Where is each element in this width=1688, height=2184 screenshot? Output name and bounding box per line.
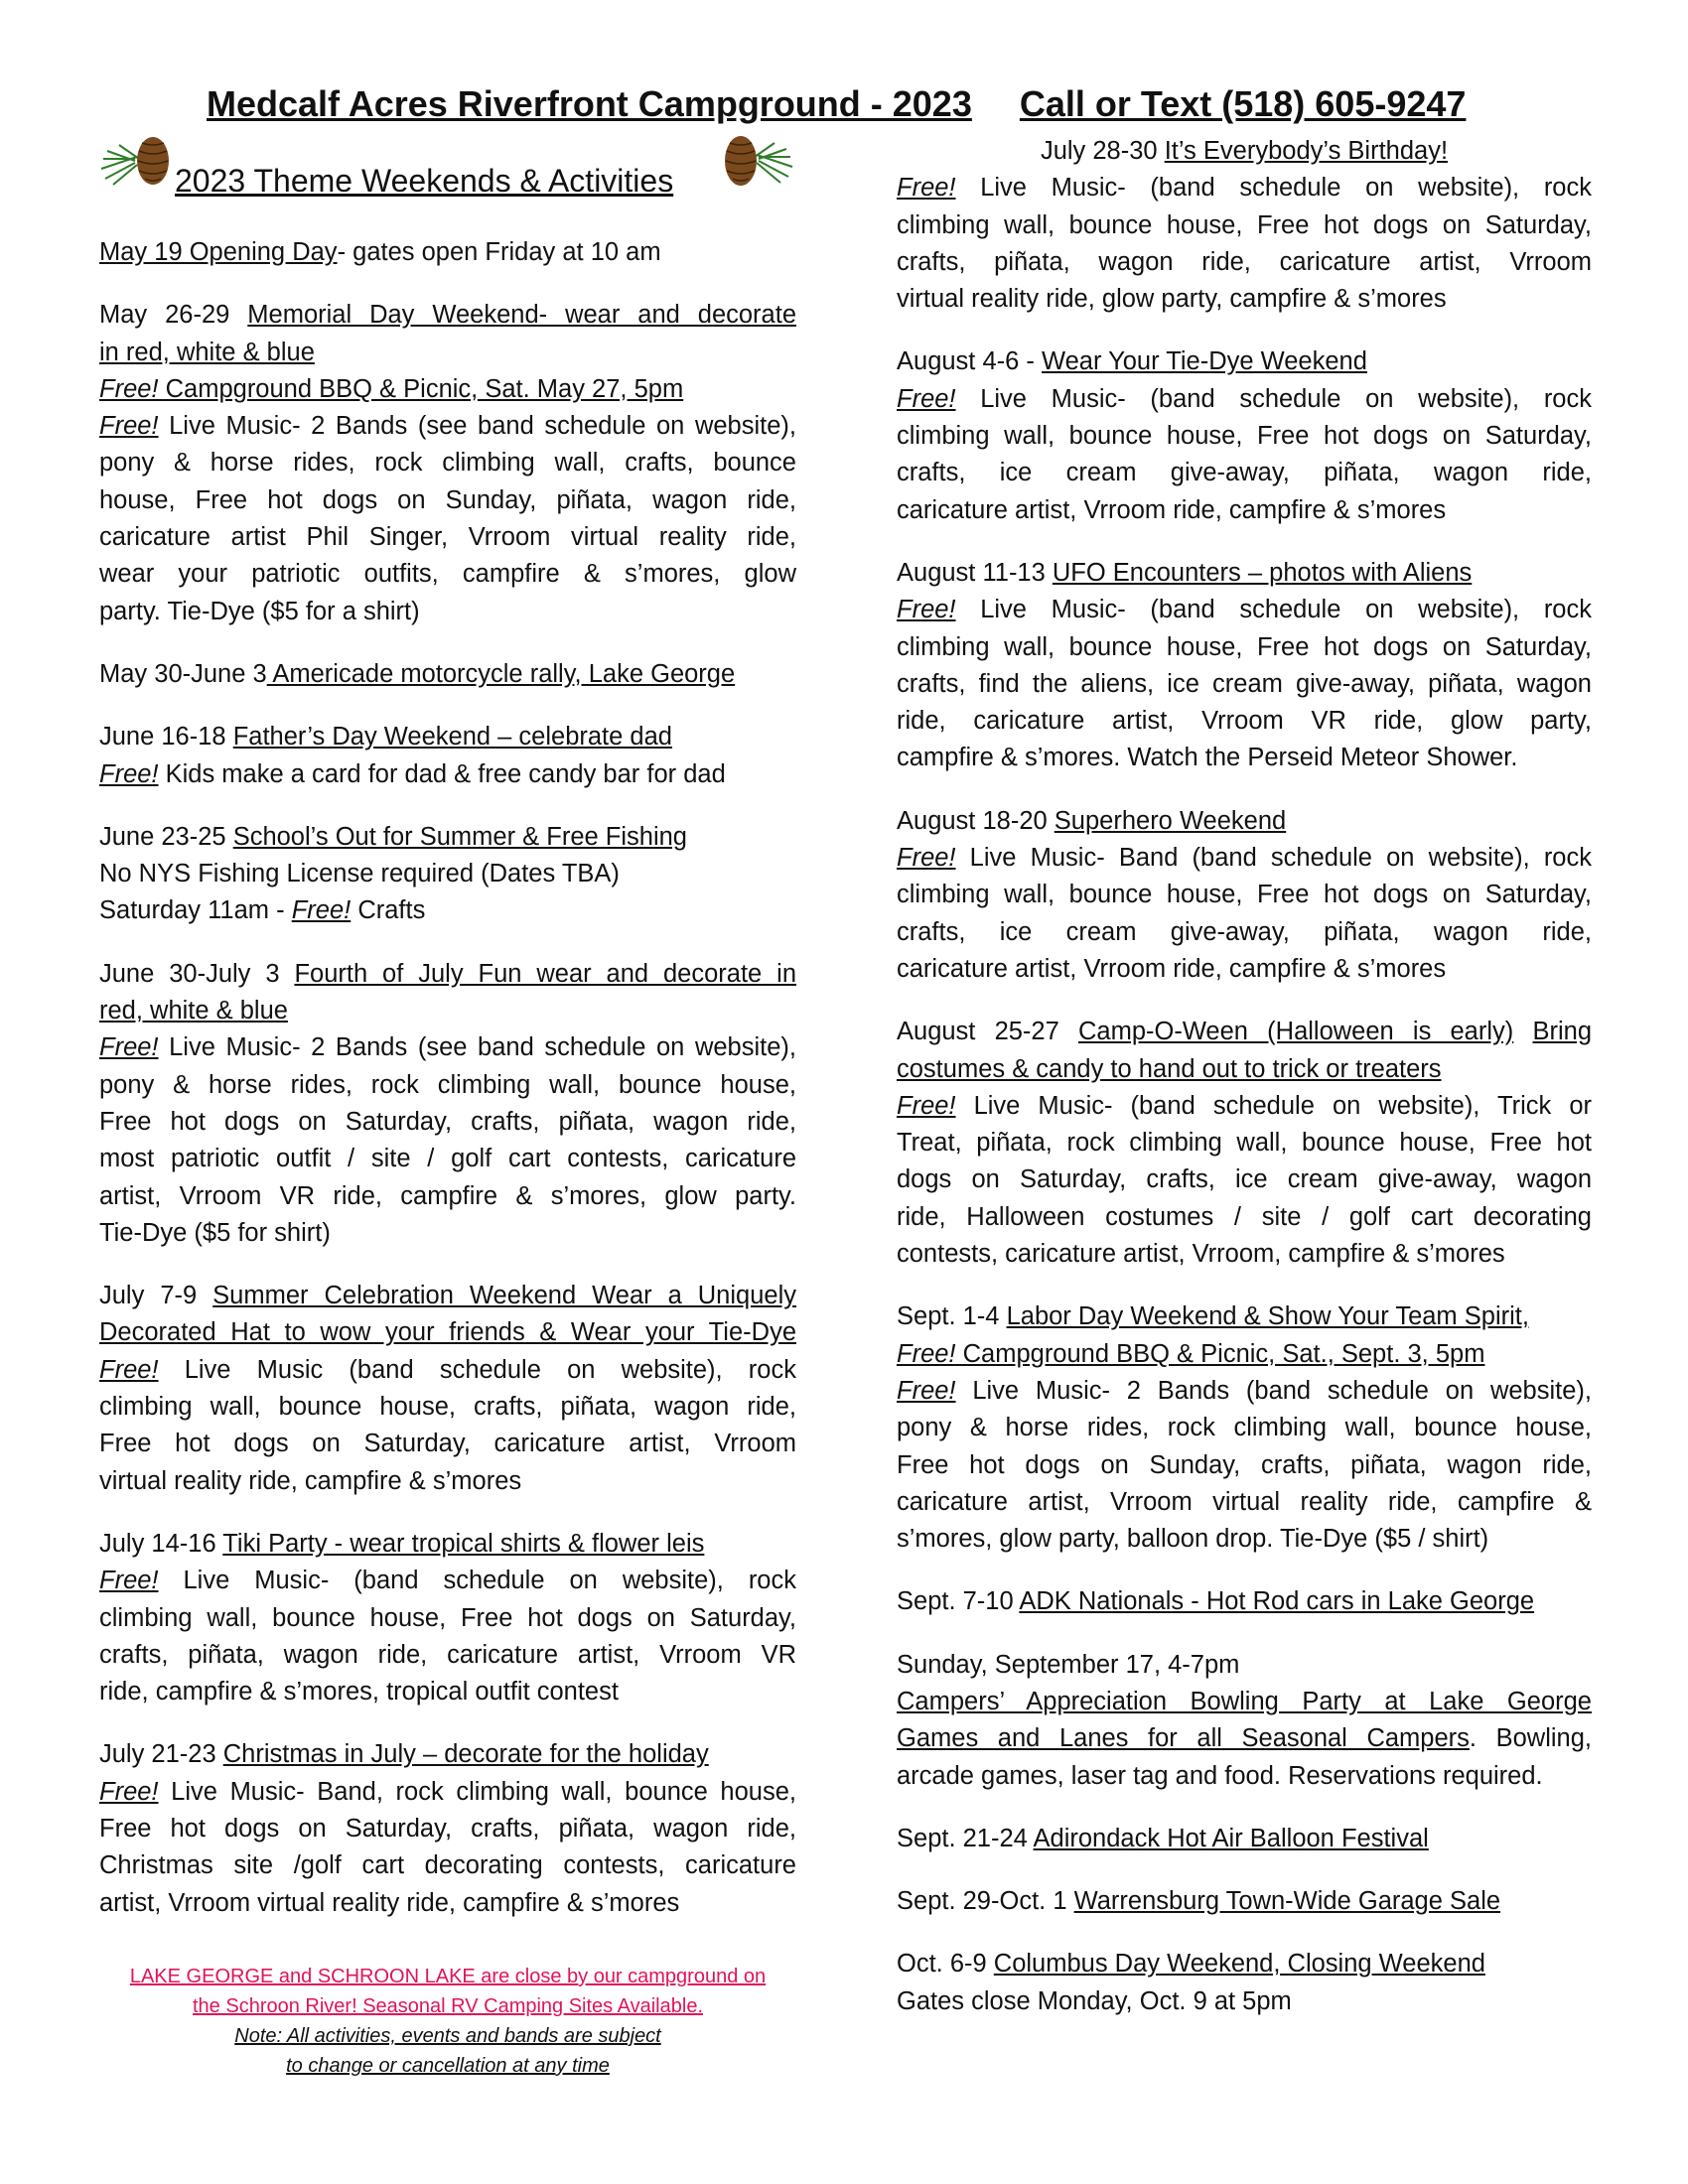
event-line: most patriotic outfit / site / golf cart contests, caricature: [99, 1145, 796, 1173]
event-line: Crafts: [351, 896, 426, 925]
event-title: Labor Day Weekend & Show Your Team Spirit,: [1006, 1302, 1529, 1331]
free-label: Free!: [897, 174, 956, 203]
free-label: Free!: [897, 1376, 956, 1405]
event-date: August 11-13: [897, 558, 1053, 587]
event-line: Live Music- (band schedule on website), rock: [158, 1567, 796, 1595]
free-label: Free!: [897, 1091, 956, 1120]
event-line: Gates close Monday, Oct. 9 at 5pm: [897, 1986, 1292, 2015]
footer-promo-line: LAKE GEORGE and SCHROON LAKE are close by our campground on: [129, 1966, 767, 1987]
event-text: - gates open Friday at 10 am: [337, 238, 661, 266]
event-camp-o-ween: [897, 1014, 1592, 1273]
event-line: dogs on Saturday, crafts, ice cream give-away, wagon: [897, 1165, 1592, 1194]
event-title: Games and Lanes for all Seasonal Campers: [897, 1724, 1470, 1753]
event-bbq: Campground BBQ & Picnic, Sat., Sept. 3, 5pm: [955, 1339, 1485, 1368]
page-title: [207, 83, 1597, 125]
event-schools-out: [99, 819, 796, 930]
event-bbq: Campground BBQ & Picnic, Sat. May 27, 5pm: [158, 374, 684, 403]
event-ufo-encounters: [897, 555, 1592, 777]
campground-name: Medcalf Acres Riverfront Campground - 2023: [207, 83, 972, 124]
event-line: artist, Vrroom VR ride, campfire & s’mores, glow party.: [99, 1181, 796, 1210]
event-line: crafts, ice cream give-away, piñata, wagon ride,: [897, 459, 1592, 487]
contact-phone: Call or Text (518) 605-9247: [1019, 83, 1467, 124]
event-opening-day: [99, 234, 796, 271]
event-line: Live Music- 2 Bands (band schedule on website),: [955, 1376, 1592, 1405]
event-line: Free hot dogs on Saturday, crafts, piñata, wagon ride,: [99, 1107, 796, 1136]
event-fourth-of-july: [99, 956, 796, 1252]
left-column: [99, 234, 796, 1948]
event-line: caricature artist, Vrroom ride, campfire & s’mores: [897, 954, 1447, 983]
event-line: house, Free hot dogs on Sunday, piñata, wagon ride,: [99, 485, 796, 514]
event-line: Live Music- (band schedule on website), rock: [955, 596, 1592, 624]
footer-promo-line: the Schroon River! Seasonal RV Camping Sites Available.: [193, 1995, 703, 2017]
event-line: No NYS Fishing License required (Dates TBA): [99, 860, 620, 888]
section-title: 2023 Theme Weekends & Activities: [175, 163, 674, 199]
event-line: climbing wall, bounce house, crafts, piñata, wagon ride,: [99, 1393, 796, 1422]
event-line: s’mores, glow party, balloon drop. Tie-Dye ($5 / shirt): [897, 1525, 1489, 1554]
event-line: Tie-Dye ($5 for shirt): [99, 1218, 331, 1247]
event-date: May 26-29: [99, 301, 248, 330]
event-title: Columbus Day Weekend, Closing Weekend: [993, 1950, 1485, 1979]
event-superhero-weekend: [897, 803, 1592, 988]
event-title: Americade motorcycle rally, Lake George: [266, 659, 736, 688]
event-tie-dye-weekend: [897, 343, 1592, 528]
event-title: Wear Your Tie-Dye Weekend: [1042, 347, 1367, 376]
event-title: Warrensburg Town-Wide Garage Sale: [1073, 1887, 1501, 1916]
event-line: Live Music- 2 Bands (see band schedule on website),: [158, 1033, 796, 1062]
event-title: Decorated Hat to wow your friends & Wear your Tie-Dye: [99, 1318, 796, 1347]
pinecone-icon: [715, 127, 794, 197]
event-line: Live Music- (band schedule on website), Trick or: [955, 1091, 1592, 1120]
free-label: Free!: [897, 596, 956, 624]
event-line: ride, caricature artist, Vrroom VR ride, glow party,: [897, 707, 1592, 736]
event-title: Tiki Party - wear tropical shirts & flower leis: [222, 1529, 705, 1558]
free-label: Free!: [291, 896, 352, 925]
event-bowling-party: [897, 1647, 1592, 1795]
event-title: Campers’ Appreciation Bowling Party at Lake George: [897, 1687, 1592, 1715]
event-line: ride, Halloween costumes / site / golf cart decorating: [897, 1202, 1592, 1231]
event-date: July 28-30: [1040, 137, 1165, 165]
event-line: Free hot dogs on Saturday, caricature artist, Vrroom: [99, 1430, 796, 1458]
event-line: Live Music- Band (band schedule on website), rock: [955, 844, 1592, 873]
event-line: Kids make a card for dad & free candy bar for dad: [158, 759, 726, 788]
event-line: Live Music- (band schedule on website), rock: [955, 174, 1592, 203]
event-line: pony & horse rides, rock climbing wall, bounce house,: [99, 1070, 796, 1099]
event-christmas-in-july: [99, 1736, 796, 1921]
event-line: pony & horse rides, rock climbing wall, bounce house,: [897, 1414, 1592, 1442]
event-title: ADK Nationals - Hot Rod cars in Lake George: [1019, 1587, 1535, 1616]
pinecone-icon: [99, 129, 179, 197]
event-date: Sept. 21-24: [897, 1824, 1034, 1852]
event-date: June 23-25: [99, 822, 233, 851]
event-line: crafts, ice cream give-away, piñata, wagon ride,: [897, 917, 1592, 946]
event-title: Superhero Weekend: [1054, 806, 1287, 835]
event-line: wear your patriotic outfits, campfire & s’mores, glow: [99, 560, 796, 589]
event-americade: [99, 656, 796, 693]
event-tiki-party: [99, 1526, 796, 1710]
event-line: crafts, piñata, wagon ride, caricature artist, Vrroom VR: [99, 1640, 796, 1669]
event-title: Father’s Day Weekend – celebrate dad: [232, 723, 672, 751]
event-line: climbing wall, bounce house, Free hot dogs on Saturday,: [897, 881, 1592, 909]
footer-disclaimer-line: to change or cancellation at any time: [286, 2055, 610, 2077]
free-label: Free!: [897, 844, 956, 873]
free-label: Free!: [99, 374, 159, 403]
event-line: arcade games, laser tag and food. Reservations required.: [897, 1761, 1543, 1790]
event-line: Christmas site /golf cart decorating contests, caricature: [99, 1851, 796, 1880]
event-line: ride, campfire & s’mores, tropical outfit contest: [99, 1678, 619, 1706]
event-line: caricature artist, Vrroom virtual reality ride, campfire &: [897, 1487, 1592, 1516]
event-line: pony & horse rides, rock climbing wall, crafts, bounce: [99, 449, 796, 478]
event-line: caricature artist, Vrroom ride, campfire & s’mores: [897, 495, 1447, 524]
event-date: Sept. 29-Oct. 1: [897, 1887, 1074, 1916]
event-line: Live Music- (band schedule on website), rock: [955, 384, 1592, 413]
event-line: virtual reality ride, campfire & s’mores: [99, 1466, 522, 1495]
event-date: August 25-27: [897, 1018, 1078, 1046]
event-date: Oct. 6-9: [897, 1950, 994, 1979]
event-line: . Bowling,: [1469, 1724, 1592, 1753]
event-title: Christmas in July – decorate for the holiday: [222, 1740, 709, 1769]
free-label: Free!: [99, 1033, 159, 1062]
event-line: virtual reality ride, glow party, campfire & s’mores: [897, 285, 1447, 314]
right-column: [897, 133, 1592, 2046]
event-title: Summer Celebration Weekend Wear a Uniquely: [212, 1282, 796, 1310]
event-line: climbing wall, bounce house, Free hot dogs on Saturday,: [99, 1603, 796, 1632]
event-date: August 18-20: [897, 806, 1055, 835]
event-line: Free hot dogs on Sunday, crafts, piñata, wagon ride,: [897, 1450, 1592, 1479]
event-line: Treat, piñata, rock climbing wall, bounce house, Free hot: [897, 1129, 1592, 1158]
event-line: Live Music (band schedule on website), rock: [158, 1355, 796, 1384]
event-title: Bring: [1532, 1018, 1592, 1046]
event-garage-sale: [897, 1883, 1592, 1920]
event-line: climbing wall, bounce house, Free hot dogs on Saturday,: [897, 632, 1592, 661]
event-fathers-day: [99, 719, 796, 793]
event-line: climbing wall, bounce house, Free hot dogs on Saturday,: [897, 210, 1592, 239]
event-everybodys-birthday: [897, 133, 1592, 318]
event-line: caricature artist Phil Singer, Vrroom virtual reality ride,: [99, 523, 796, 552]
event-columbus-day: [897, 1946, 1592, 2020]
free-label: Free!: [897, 384, 956, 413]
footer-disclaimer-line: Note: All activities, events and bands are subject: [234, 2025, 661, 2047]
free-label: Free!: [99, 412, 159, 441]
event-date: June 30-July 3: [99, 959, 295, 988]
free-label: Free!: [99, 1567, 159, 1595]
event-date: June 16-18: [99, 723, 233, 751]
event-line: artist, Vrroom virtual reality ride, campfire & s’mores: [99, 1888, 680, 1917]
event-line: party. Tie-Dye ($5 for a shirt): [99, 597, 420, 625]
event-line: crafts, piñata, wagon ride, caricature artist, Vrroom: [897, 247, 1592, 276]
event-title: Memorial Day Weekend- wear and decorate: [247, 301, 796, 330]
event-line: campfire & s’mores. Watch the Perseid Meteor Shower.: [897, 744, 1518, 772]
free-label: Free!: [99, 1777, 159, 1806]
event-title: costumes & candy to hand out to trick or treaters: [897, 1054, 1442, 1083]
event-title: School’s Out for Summer & Free Fishing: [232, 822, 687, 851]
free-label: Free!: [99, 1355, 159, 1384]
event-line: Live Music- 2 Bands (see band schedule on website),: [158, 412, 796, 441]
event-date: May 30-June 3: [99, 659, 267, 688]
event-balloon-festival: [897, 1821, 1592, 1857]
event-title: Fourth of July Fun wear and decorate in: [294, 959, 797, 988]
event-line: Live Music- Band, rock climbing wall, bounce house,: [158, 1777, 796, 1806]
event-adk-nationals: [897, 1583, 1592, 1620]
event-title: in red, white & blue: [99, 338, 315, 366]
event-title: Camp-O-Ween (Halloween is early): [1077, 1018, 1514, 1046]
event-date: July 7-9: [99, 1282, 213, 1310]
event-labor-day: [897, 1298, 1592, 1558]
event-title: UFO Encounters – photos with Aliens: [1052, 558, 1473, 587]
event-title: It’s Everybody’s Birthday!: [1164, 137, 1449, 165]
event-line: crafts, find the aliens, ice cream give-away, piñata, wagon: [897, 669, 1592, 698]
event-line: contests, caricature artist, Vrroom, campfire & s’mores: [897, 1240, 1505, 1269]
event-date: Sept. 7-10: [897, 1587, 1020, 1616]
event-title: Adirondack Hot Air Balloon Festival: [1033, 1824, 1429, 1852]
event-memorial-day: [99, 297, 796, 630]
footer-note: [99, 1962, 796, 2081]
event-line: Free hot dogs on Saturday, crafts, piñata, wagon ride,: [99, 1814, 796, 1843]
event-title: red, white & blue: [99, 997, 288, 1025]
event-date: May 19 Opening Day: [99, 238, 338, 266]
event-date: Sept. 1-4: [897, 1302, 1007, 1331]
event-date: Sunday, September 17, 4-7pm: [897, 1650, 1240, 1679]
event-line: Saturday 11am -: [99, 896, 292, 925]
event-line: climbing wall, bounce house, Free hot dogs on Saturday,: [897, 422, 1592, 451]
event-summer-celebration: [99, 1278, 796, 1500]
event-date: July 21-23: [99, 1740, 223, 1769]
event-date: August 4-6 -: [897, 347, 1042, 376]
free-label: Free!: [99, 759, 159, 788]
event-date: July 14-16: [99, 1529, 223, 1558]
free-label: Free!: [897, 1339, 956, 1368]
